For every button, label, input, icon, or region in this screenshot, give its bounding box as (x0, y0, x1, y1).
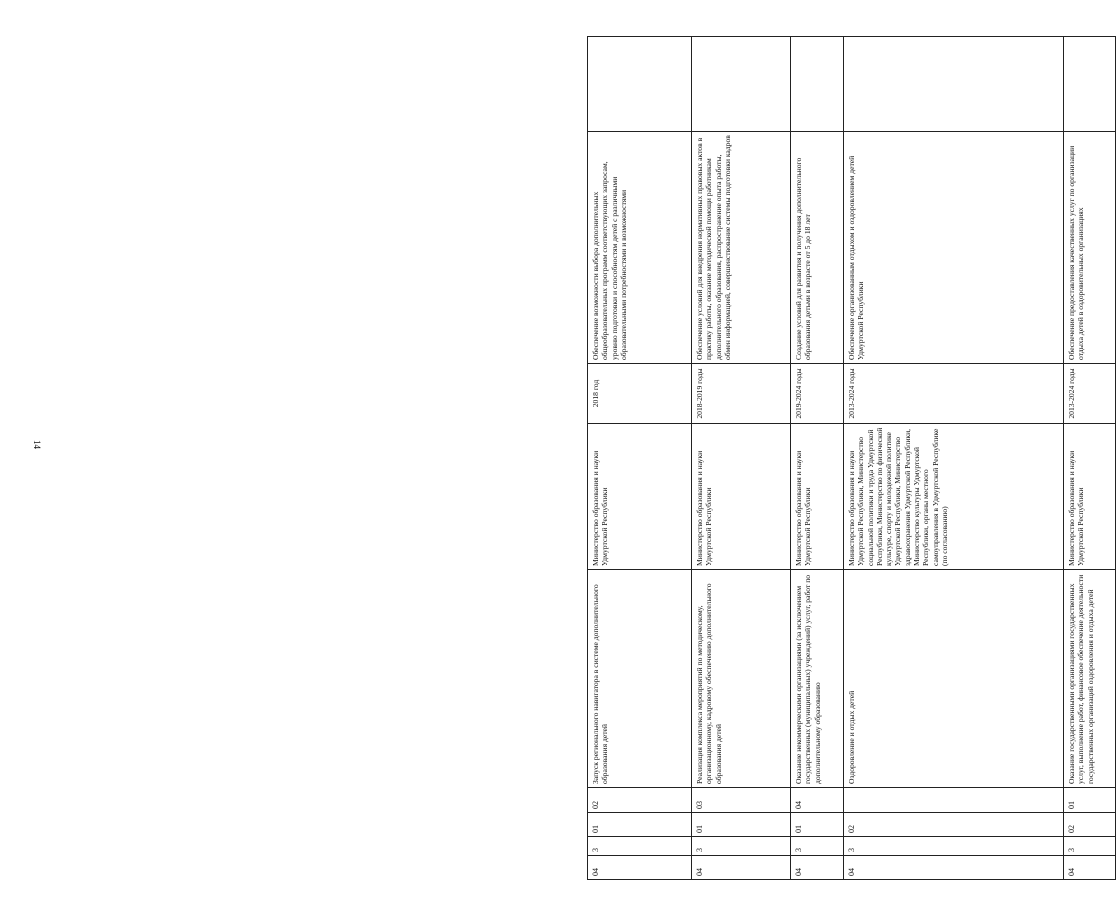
code-cell: 01 (692, 813, 791, 837)
code-cell: 04 (791, 788, 844, 813)
plan-table (587, 36, 1116, 880)
code-cell: 02 (588, 788, 692, 813)
code-cell: 3 (692, 837, 791, 856)
event-cell: Реализация комплекса мероприятий по методическому, организационному, кадровому обеспечению дополнительного образования детей (692, 570, 791, 788)
code-cell: 04 (588, 856, 692, 880)
code-cell: 03 (692, 788, 791, 813)
executor-cell: Министерство образования и науки Удмуртской Республики (588, 424, 692, 570)
extra-cell (791, 37, 844, 132)
code-cell: 04 (791, 856, 844, 880)
event-cell: Оказание государственными организациями государственных услуг, выполнение работ, финансовое обеспечение деятельности государственных организаций оздоровления и отдыха детей (1064, 570, 1116, 788)
code-cell: 3 (791, 837, 844, 856)
result-cell: Обеспечение предоставления качественных услуг по организации отдыха детей в оздоровительных организациях (1064, 132, 1116, 364)
plan-table-container (587, 37, 1115, 880)
code-cell: 01 (791, 813, 844, 837)
period-cell: 2013-2024 годы (1064, 364, 1116, 424)
code-cell: 02 (844, 813, 1064, 837)
period-cell: 2019-2024 годы (791, 364, 844, 424)
result-cell: Обеспечение организованным отдыхом и оздоровлением детей Удмуртской Республики (844, 132, 1064, 364)
code-cell: 3 (844, 837, 1064, 856)
page-number: 14 (32, 440, 42, 449)
code-cell: 04 (692, 856, 791, 880)
event-cell: Запуск регионального навигатора в системе дополнительного образования детей (588, 570, 692, 788)
table-row (791, 37, 844, 880)
extra-cell (588, 37, 692, 132)
table-row (588, 37, 692, 880)
code-cell: 3 (1064, 837, 1116, 856)
result-cell: Обеспечение возможности выбора дополнительных общеобразовательных программ соответствующих запросам, уровню подготовки и способностям детей с различными образовательными потребностями и возможностями (588, 132, 692, 364)
result-cell: Создание условий для развития и получения дополнительного образования детьми в возрасте от 5 до 18 лет (791, 132, 844, 364)
result-cell: Обеспечение условий для внедрения нормативных правовых актов в практику работы, оказание методической помощи работникам дополнительного образования, распространение опыта работы, обмен информацией, совершенствование системы подготовки кадров (692, 132, 791, 364)
code-cell: 3 (588, 837, 692, 856)
table-row (1064, 37, 1116, 880)
table-row (844, 37, 1064, 880)
extra-cell (844, 37, 1064, 132)
executor-cell: Министерство образования и науки Удмуртской Республики (1064, 424, 1116, 570)
event-cell: Оказание некоммерческими организациями (за исключением государственных (муниципальных) учреждений) услуг, работ по дополнительному образованию (791, 570, 844, 788)
code-cell: 01 (1064, 788, 1116, 813)
period-cell: 2013-2024 годы (844, 364, 1064, 424)
table-row (692, 37, 791, 880)
period-cell: 2018 год (588, 364, 692, 424)
executor-cell: Министерство образования и науки Удмуртской Республики (692, 424, 791, 570)
extra-cell (1064, 37, 1116, 132)
executor-cell: Министерство образования и науки Удмуртской Республики (791, 424, 844, 570)
code-cell: 01 (588, 813, 692, 837)
code-cell: 04 (1064, 856, 1116, 880)
extra-cell (692, 37, 791, 132)
code-cell (844, 788, 1064, 813)
executor-cell: Министерство образования и науки Удмуртской Республики, Министерство социальной политики и труда Удмуртской Республики, Министерство по физической культуре, спорту и молодежной политике Удмуртской Республики, Министерство здравоохранения Удмуртской Республики, Министерство культуры Удмуртской Республики, органы местного самоуправления в Удмуртской Республике (по согласованию) (844, 424, 1064, 570)
period-cell: 2018-2019 годы (692, 364, 791, 424)
code-cell: 02 (1064, 813, 1116, 837)
event-cell: Оздоровление и отдых детей (844, 570, 1064, 788)
code-cell: 04 (844, 856, 1064, 880)
